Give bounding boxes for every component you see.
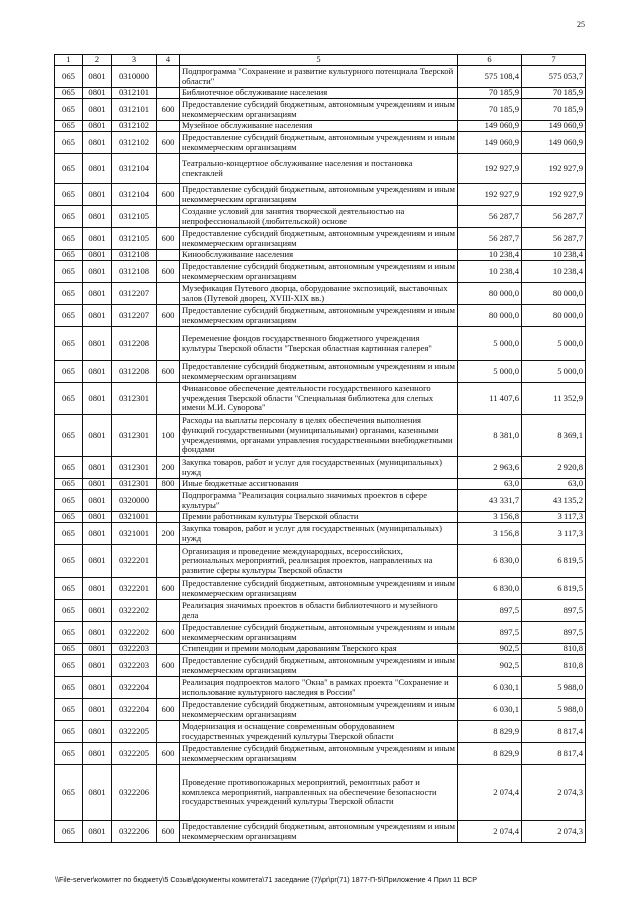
cell-actual-amount: 63,0 [522, 479, 586, 490]
cell-expense-type [157, 121, 180, 132]
table-row [55, 655, 586, 677]
cell-target-article: 0312208 [112, 361, 157, 383]
page-number: 25 [577, 20, 585, 29]
cell-expense-type: 600 [157, 743, 180, 765]
cell-plan-amount: 149 060,9 [458, 132, 522, 154]
cell-expense-type: 100 [157, 415, 180, 457]
cell-admin-code: 065 [55, 88, 83, 99]
cell-admin-code: 065 [55, 121, 83, 132]
cell-plan-amount: 3 156,8 [458, 512, 522, 523]
cell-description: Музефикация Путевого дворца, оборудование экспозиций, выставочных залов (Путевой дворец, XVIII-XIX вв.) [180, 283, 458, 305]
cell-actual-amount: 11 352,9 [522, 383, 586, 415]
cell-target-article: 0312208 [112, 327, 157, 361]
cell-section: 0801 [83, 283, 112, 305]
header-col-3: 3 [112, 55, 157, 66]
cell-actual-amount: 2 074,3 [522, 765, 586, 821]
cell-target-article: 0322204 [112, 677, 157, 699]
cell-section: 0801 [83, 415, 112, 457]
header-col-2: 2 [83, 55, 112, 66]
cell-description: Подпрограмма "Реализация социально значимых проектов в сфере культуры" [180, 490, 458, 512]
cell-description: Кинообслуживание населения [180, 250, 458, 261]
cell-expense-type [157, 327, 180, 361]
cell-actual-amount: 897,5 [522, 600, 586, 622]
cell-target-article: 0312301 [112, 457, 157, 479]
cell-expense-type [157, 721, 180, 743]
cell-section: 0801 [83, 206, 112, 228]
cell-plan-amount: 8 829,9 [458, 743, 522, 765]
header-col-1: 1 [55, 55, 83, 66]
cell-expense-type: 600 [157, 655, 180, 677]
cell-actual-amount: 80 000,0 [522, 305, 586, 327]
table-row [55, 228, 586, 250]
cell-admin-code: 065 [55, 99, 83, 121]
cell-plan-amount: 80 000,0 [458, 305, 522, 327]
cell-admin-code: 065 [55, 184, 83, 206]
cell-actual-amount: 56 287,7 [522, 206, 586, 228]
cell-expense-type: 600 [157, 184, 180, 206]
cell-admin-code: 065 [55, 721, 83, 743]
header-col-5: 5 [180, 55, 458, 66]
cell-actual-amount: 2 074,3 [522, 821, 586, 843]
table-row [55, 327, 586, 361]
cell-plan-amount: 192 927,9 [458, 154, 522, 184]
table-row [55, 383, 586, 415]
cell-admin-code: 065 [55, 132, 83, 154]
cell-plan-amount: 897,5 [458, 622, 522, 644]
cell-expense-type: 800 [157, 479, 180, 490]
cell-admin-code: 065 [55, 545, 83, 578]
cell-expense-type: 600 [157, 99, 180, 121]
cell-target-article: 0321001 [112, 523, 157, 545]
cell-plan-amount: 43 331,7 [458, 490, 522, 512]
cell-section: 0801 [83, 655, 112, 677]
cell-section: 0801 [83, 383, 112, 415]
cell-target-article: 0322204 [112, 699, 157, 721]
cell-target-article: 0322206 [112, 821, 157, 843]
cell-admin-code: 065 [55, 154, 83, 184]
cell-plan-amount: 575 108,4 [458, 66, 522, 88]
cell-target-article: 0322206 [112, 765, 157, 821]
cell-section: 0801 [83, 644, 112, 655]
cell-plan-amount: 11 407,6 [458, 383, 522, 415]
cell-target-article: 0322202 [112, 622, 157, 644]
cell-actual-amount: 149 060,9 [522, 121, 586, 132]
cell-actual-amount: 5 000,0 [522, 361, 586, 383]
cell-description: Предоставление субсидий бюджетным, автономным учреждениям и иным некоммерческим организациям [180, 655, 458, 677]
table-row [55, 305, 586, 327]
cell-target-article: 0322205 [112, 743, 157, 765]
cell-target-article: 0312101 [112, 99, 157, 121]
cell-section: 0801 [83, 305, 112, 327]
cell-actual-amount: 3 117,3 [522, 512, 586, 523]
cell-actual-amount: 575 053,7 [522, 66, 586, 88]
cell-admin-code: 065 [55, 305, 83, 327]
cell-description: Предоставление субсидий бюджетным, автономным учреждениям и иным некоммерческим организациям [180, 622, 458, 644]
cell-expense-type [157, 600, 180, 622]
cell-plan-amount: 5 000,0 [458, 327, 522, 361]
cell-target-article: 0312207 [112, 305, 157, 327]
cell-admin-code: 065 [55, 206, 83, 228]
cell-admin-code: 065 [55, 765, 83, 821]
cell-plan-amount: 902,5 [458, 655, 522, 677]
cell-description: Создание условий для занятия творческой деятельностью на непрофессиональной (любительской) основе [180, 206, 458, 228]
cell-expense-type: 600 [157, 228, 180, 250]
cell-target-article: 0312301 [112, 479, 157, 490]
cell-plan-amount: 63,0 [458, 479, 522, 490]
footer-file-path: \\File-server\комитет по бюджету\5 Созыв\документы комитета\71 заседание (7)\pr\pr(71) 1877-П-5\Приложение 4 Прил 11 ВСР [55, 875, 478, 884]
cell-plan-amount: 10 238,4 [458, 261, 522, 283]
cell-admin-code: 065 [55, 821, 83, 843]
cell-plan-amount: 10 238,4 [458, 250, 522, 261]
cell-description: Иные бюджетные ассигнования [180, 479, 458, 490]
cell-target-article: 0322203 [112, 655, 157, 677]
cell-actual-amount: 5 988,0 [522, 699, 586, 721]
cell-plan-amount: 8 381,0 [458, 415, 522, 457]
cell-plan-amount: 2 074,4 [458, 765, 522, 821]
cell-section: 0801 [83, 66, 112, 88]
cell-section: 0801 [83, 600, 112, 622]
cell-actual-amount: 149 060,9 [522, 132, 586, 154]
cell-section: 0801 [83, 261, 112, 283]
cell-description: Предоставление субсидий бюджетным, автономным учреждениям и иным некоммерческим организациям [180, 132, 458, 154]
cell-description: Организация и проведение международных, всероссийских, региональных мероприятий, реализация проектов, направленных на развитие сферы культуры Тверской области [180, 545, 458, 578]
cell-section: 0801 [83, 743, 112, 765]
cell-actual-amount: 5 000,0 [522, 327, 586, 361]
table-row [55, 261, 586, 283]
cell-plan-amount: 56 287,7 [458, 206, 522, 228]
cell-expense-type [157, 66, 180, 88]
cell-section: 0801 [83, 622, 112, 644]
cell-actual-amount: 192 927,9 [522, 154, 586, 184]
table-row [55, 490, 586, 512]
cell-actual-amount: 192 927,9 [522, 184, 586, 206]
cell-description: Реализация значимых проектов в области библиотечного и музейного дела [180, 600, 458, 622]
cell-expense-type [157, 765, 180, 821]
cell-description: Предоставление субсидий бюджетным, автономным учреждениям и иным некоммерческим организациям [180, 361, 458, 383]
cell-section: 0801 [83, 184, 112, 206]
cell-description: Финансовое обеспечение деятельности государственного казенного учреждения Тверской области "Специальная библиотека для слепых имени М.И. Суворова" [180, 383, 458, 415]
header-col-7: 7 [522, 55, 586, 66]
cell-admin-code: 065 [55, 600, 83, 622]
cell-admin-code: 065 [55, 457, 83, 479]
cell-actual-amount: 70 185,9 [522, 99, 586, 121]
cell-plan-amount: 6 030,1 [458, 677, 522, 699]
cell-actual-amount: 6 819,5 [522, 578, 586, 600]
cell-actual-amount: 3 117,3 [522, 523, 586, 545]
cell-description: Предоставление субсидий бюджетным, автономным учреждениям и иным некоммерческим организациям [180, 228, 458, 250]
cell-target-article: 0322201 [112, 578, 157, 600]
cell-expense-type: 200 [157, 457, 180, 479]
cell-admin-code: 065 [55, 66, 83, 88]
cell-section: 0801 [83, 578, 112, 600]
table-row [55, 99, 586, 121]
cell-plan-amount: 6 830,0 [458, 578, 522, 600]
table-row [55, 523, 586, 545]
cell-actual-amount: 8 369,1 [522, 415, 586, 457]
cell-expense-type [157, 512, 180, 523]
table-body [55, 66, 586, 843]
cell-plan-amount: 70 185,9 [458, 88, 522, 99]
cell-section: 0801 [83, 699, 112, 721]
table-row [55, 622, 586, 644]
cell-section: 0801 [83, 121, 112, 132]
cell-section: 0801 [83, 99, 112, 121]
cell-description: Закупка товаров, работ и услуг для государственных (муниципальных) нужд [180, 457, 458, 479]
cell-actual-amount: 2 920,8 [522, 457, 586, 479]
cell-expense-type [157, 644, 180, 655]
cell-section: 0801 [83, 88, 112, 99]
cell-expense-type: 600 [157, 361, 180, 383]
cell-section: 0801 [83, 361, 112, 383]
cell-section: 0801 [83, 154, 112, 184]
cell-actual-amount: 10 238,4 [522, 261, 586, 283]
cell-admin-code: 065 [55, 261, 83, 283]
cell-plan-amount: 2 963,6 [458, 457, 522, 479]
cell-target-article: 0312108 [112, 261, 157, 283]
cell-section: 0801 [83, 228, 112, 250]
cell-target-article: 0312104 [112, 184, 157, 206]
cell-expense-type [157, 206, 180, 228]
cell-actual-amount: 56 287,7 [522, 228, 586, 250]
cell-description: Театрально-концертное обслуживание населения и постановка спектаклей [180, 154, 458, 184]
cell-admin-code: 065 [55, 578, 83, 600]
cell-section: 0801 [83, 523, 112, 545]
table-row [55, 545, 586, 578]
cell-plan-amount: 2 074,4 [458, 821, 522, 843]
table-row [55, 512, 586, 523]
cell-target-article: 0322203 [112, 644, 157, 655]
cell-actual-amount: 70 185,9 [522, 88, 586, 99]
table-row [55, 578, 586, 600]
table-row [55, 479, 586, 490]
cell-expense-type [157, 677, 180, 699]
cell-description: Проведение противопожарных мероприятий, ремонтных работ и комплекса мероприятий, направленных на обеспечение безопасности государственных учреждений культуры Тверской области [180, 765, 458, 821]
cell-section: 0801 [83, 765, 112, 821]
table-row [55, 121, 586, 132]
table-row [55, 743, 586, 765]
cell-target-article: 0322202 [112, 600, 157, 622]
cell-expense-type: 600 [157, 622, 180, 644]
cell-admin-code: 065 [55, 228, 83, 250]
cell-admin-code: 065 [55, 512, 83, 523]
cell-plan-amount: 80 000,0 [458, 283, 522, 305]
cell-admin-code: 065 [55, 622, 83, 644]
cell-target-article: 0312207 [112, 283, 157, 305]
cell-target-article: 0312102 [112, 132, 157, 154]
cell-admin-code: 065 [55, 415, 83, 457]
cell-expense-type [157, 383, 180, 415]
cell-expense-type: 600 [157, 821, 180, 843]
cell-plan-amount: 56 287,7 [458, 228, 522, 250]
cell-actual-amount: 10 238,4 [522, 250, 586, 261]
table-row [55, 283, 586, 305]
cell-section: 0801 [83, 327, 112, 361]
cell-admin-code: 065 [55, 327, 83, 361]
cell-actual-amount: 80 000,0 [522, 283, 586, 305]
cell-actual-amount: 8 817,4 [522, 721, 586, 743]
table-row [55, 361, 586, 383]
cell-plan-amount: 5 000,0 [458, 361, 522, 383]
cell-target-article: 0322205 [112, 721, 157, 743]
table-row [55, 699, 586, 721]
cell-description: Предоставление субсидий бюджетным, автономным учреждениям и иным некоммерческим организациям [180, 821, 458, 843]
cell-target-article: 0312301 [112, 383, 157, 415]
cell-actual-amount: 6 819,5 [522, 545, 586, 578]
cell-expense-type: 600 [157, 305, 180, 327]
table-row [55, 415, 586, 457]
cell-target-article: 0321001 [112, 512, 157, 523]
cell-section: 0801 [83, 512, 112, 523]
table-row [55, 184, 586, 206]
cell-description: Предоставление субсидий бюджетным, автономным учреждениям и иным некоммерческим организациям [180, 305, 458, 327]
table-row [55, 677, 586, 699]
cell-target-article: 0312108 [112, 250, 157, 261]
cell-section: 0801 [83, 490, 112, 512]
table-row [55, 250, 586, 261]
cell-admin-code: 065 [55, 479, 83, 490]
cell-expense-type: 600 [157, 261, 180, 283]
cell-section: 0801 [83, 250, 112, 261]
table-row [55, 132, 586, 154]
cell-description: Подпрограмма "Сохранение и развитие культурного потенциала Тверской области" [180, 66, 458, 88]
cell-description: Предоставление субсидий бюджетным, автономным учреждениям и иным некоммерческим организациям [180, 578, 458, 600]
cell-description: Реализация подпроектов малого "Окна" в рамках проекта "Сохранение и использование культурного наследия в России" [180, 677, 458, 699]
table-row [55, 88, 586, 99]
header-col-4: 4 [157, 55, 180, 66]
cell-admin-code: 065 [55, 655, 83, 677]
cell-admin-code: 065 [55, 699, 83, 721]
cell-actual-amount: 810,8 [522, 655, 586, 677]
cell-plan-amount: 6 830,0 [458, 545, 522, 578]
header-col-6: 6 [458, 55, 522, 66]
cell-admin-code: 065 [55, 677, 83, 699]
table-row [55, 765, 586, 821]
cell-plan-amount: 149 060,9 [458, 121, 522, 132]
cell-plan-amount: 3 156,8 [458, 523, 522, 545]
cell-section: 0801 [83, 677, 112, 699]
cell-description: Предоставление субсидий бюджетным, автономным учреждениям и иным некоммерческим организациям [180, 184, 458, 206]
cell-description: Предоставление субсидий бюджетным, автономным учреждениям и иным некоммерческим организациям [180, 261, 458, 283]
header-row [55, 55, 586, 66]
cell-actual-amount: 5 988,0 [522, 677, 586, 699]
cell-target-article: 0312101 [112, 88, 157, 99]
cell-target-article: 0312301 [112, 415, 157, 457]
cell-target-article: 0312105 [112, 206, 157, 228]
cell-expense-type [157, 88, 180, 99]
cell-plan-amount: 70 185,9 [458, 99, 522, 121]
cell-expense-type: 600 [157, 699, 180, 721]
cell-admin-code: 065 [55, 523, 83, 545]
cell-section: 0801 [83, 721, 112, 743]
cell-section: 0801 [83, 545, 112, 578]
cell-section: 0801 [83, 821, 112, 843]
cell-expense-type [157, 545, 180, 578]
cell-plan-amount: 6 030,1 [458, 699, 522, 721]
cell-plan-amount: 192 927,9 [458, 184, 522, 206]
cell-admin-code: 065 [55, 490, 83, 512]
table-row [55, 721, 586, 743]
cell-actual-amount: 43 135,2 [522, 490, 586, 512]
cell-actual-amount: 8 817,4 [522, 743, 586, 765]
cell-expense-type [157, 283, 180, 305]
cell-admin-code: 065 [55, 250, 83, 261]
table-row [55, 600, 586, 622]
cell-description: Предоставление субсидий бюджетным, автономным учреждениям и иным некоммерческим организациям [180, 743, 458, 765]
table-header [55, 55, 586, 66]
cell-target-article: 0310000 [112, 66, 157, 88]
cell-target-article: 0320000 [112, 490, 157, 512]
cell-plan-amount: 902,5 [458, 644, 522, 655]
cell-description: Предоставление субсидий бюджетным, автономным учреждениям и иным некоммерческим организациям [180, 99, 458, 121]
cell-expense-type: 200 [157, 523, 180, 545]
table-row [55, 821, 586, 843]
cell-description: Расходы на выплаты персоналу в целях обеспечения выполнения функций государственными (муниципальными) органами, казенными учреждениями, органами управления государственными внебюджетными фондами [180, 415, 458, 457]
cell-description: Предоставление субсидий бюджетным, автономным учреждениям и иным некоммерческим организациям [180, 699, 458, 721]
cell-expense-type [157, 490, 180, 512]
cell-target-article: 0312105 [112, 228, 157, 250]
cell-admin-code: 065 [55, 283, 83, 305]
cell-description: Закупка товаров, работ и услуг для государственных (муниципальных) нужд [180, 523, 458, 545]
cell-description: Премии работникам культуры Тверской области [180, 512, 458, 523]
cell-expense-type: 600 [157, 578, 180, 600]
cell-target-article: 0312102 [112, 121, 157, 132]
budget-table [54, 54, 586, 843]
cell-target-article: 0322201 [112, 545, 157, 578]
table-row [55, 66, 586, 88]
cell-actual-amount: 810,8 [522, 644, 586, 655]
cell-admin-code: 065 [55, 743, 83, 765]
cell-expense-type [157, 250, 180, 261]
cell-description: Музейное обслуживание населения [180, 121, 458, 132]
cell-description: Модернизация и оснащение современным оборудованием государственных учреждений культуры Тверской области [180, 721, 458, 743]
cell-admin-code: 065 [55, 361, 83, 383]
cell-section: 0801 [83, 479, 112, 490]
cell-plan-amount: 897,5 [458, 600, 522, 622]
cell-expense-type [157, 154, 180, 184]
cell-description: Библиотечное обслуживание населения [180, 88, 458, 99]
table-row [55, 457, 586, 479]
table-row [55, 206, 586, 228]
cell-expense-type: 600 [157, 132, 180, 154]
cell-admin-code: 065 [55, 644, 83, 655]
cell-description: Переменение фондов государственного бюджетного учреждения культуры Тверской области "Тверская областная картинная галерея" [180, 327, 458, 361]
table-row [55, 154, 586, 184]
cell-description: Стипендии и премии молодым дарованиям Тверского края [180, 644, 458, 655]
cell-actual-amount: 897,5 [522, 622, 586, 644]
table-row [55, 644, 586, 655]
cell-plan-amount: 8 829,9 [458, 721, 522, 743]
cell-admin-code: 065 [55, 383, 83, 415]
cell-section: 0801 [83, 132, 112, 154]
cell-section: 0801 [83, 457, 112, 479]
cell-target-article: 0312104 [112, 154, 157, 184]
